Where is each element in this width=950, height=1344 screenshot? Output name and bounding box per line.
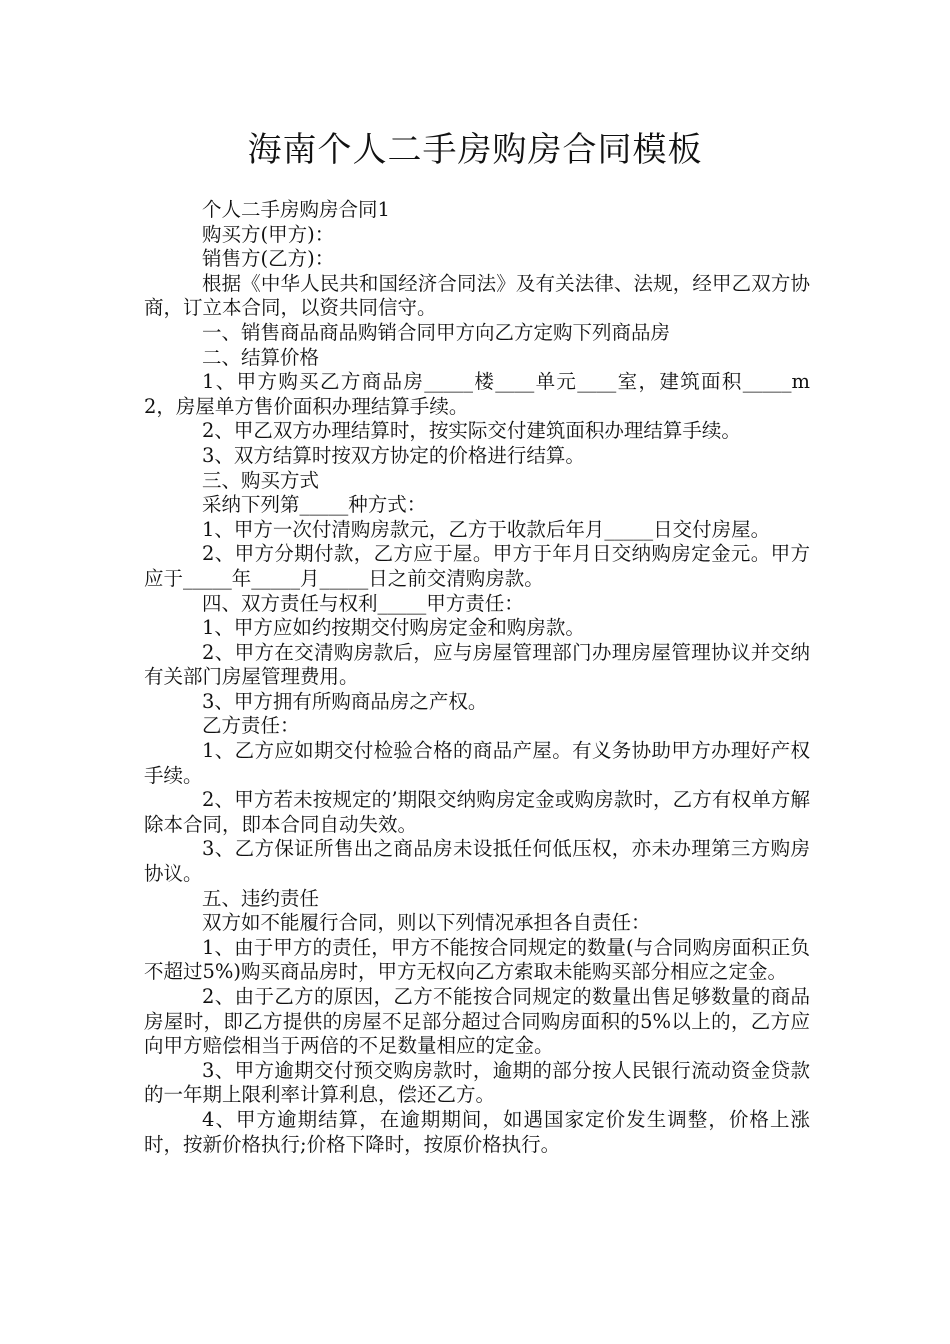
paragraph: 2、甲方若未按规定的’期限交纳购房定金或购房款时，乙方有权单方解除本合同，即本合同自动失效。 <box>144 788 810 836</box>
document-title: 海南个人二手房购房合同模板 <box>247 130 703 170</box>
paragraph: 三、购买方式 <box>202 468 320 492</box>
paragraph: 根据《中华人民共和国经济合同法》及有关法律、法规，经甲乙双方协商，订立本合同，以资共同信守。 <box>144 271 810 320</box>
paragraph: 五、违约责任 <box>202 886 320 910</box>
paragraph: 2、甲乙双方办理结算时，按实际交付建筑面积办理结算手续。 <box>202 419 741 443</box>
paragraph: 4、甲方逾期结算，在逾期期间，如遇国家定价发生调整，价格上涨时，按新价格执行;价格下降时，按原价格执行。 <box>144 1107 810 1156</box>
paragraph: 2、甲方在交清购房款后，应与房屋管理部门办理房屋管理协议并交纳有关部门房屋管理费用。 <box>144 640 810 689</box>
paragraph: 3、甲方逾期交付预交购房款时，逾期的部分按人民银行流动资金贷款的一年期上限利率计算利息，偿还乙方。 <box>144 1058 810 1107</box>
document-body <box>144 198 810 1157</box>
paragraph: 四、双方责任与权利_____甲方责任： <box>202 591 524 615</box>
paragraph: 2、由于乙方的原因，乙方不能按合同规定的数量出售足够数量的商品房屋时，即乙方提供的房屋不足部分超过合同购房面积的5%以上的，乙方应向甲方赔偿相当于两倍的不足数量相应的定金。 <box>144 985 810 1058</box>
paragraph: 销售方(乙方)： <box>202 247 335 271</box>
paragraph: 1、甲方购买乙方商品房_____楼____单元____室，建筑面积_____m2，房屋单方售价面积办理结算手续。 <box>144 370 810 418</box>
paragraph: 1、由于甲方的责任，甲方不能按合同规定的数量(与合同购房面积正负不超过5%)购买商品房时，甲方无权向乙方索取未能购买部分相应之定金。 <box>144 935 810 984</box>
paragraph: 3、甲方拥有所购商品房之产权。 <box>202 689 488 713</box>
paragraph: 3、乙方保证所售出之商品房未设抵任何低压权，亦未办理第三方购房协议。 <box>144 837 810 886</box>
paragraph: 1、甲方应如约按期交付购房定金和购房款。 <box>202 616 585 640</box>
paragraph: 一、销售商品商品购销合同甲方向乙方定购下列商品房 <box>202 320 671 344</box>
paragraph: 二、结算价格 <box>202 345 320 369</box>
paragraph: 1、乙方应如期交付检验合格的商品产屋。有义务协助甲方办理好产权手续。 <box>144 739 810 787</box>
paragraph: 2、甲方分期付款，乙方应于屋。甲方于年月日交纳购房定金元。甲方应于_____年_____月_____日之前交清购房款。 <box>144 542 810 590</box>
paragraph: 乙方责任： <box>202 714 300 738</box>
paragraph: 个人二手房购房合同1 <box>202 198 390 221</box>
paragraph: 采纳下列第_____种方式： <box>202 493 427 517</box>
paragraph: 1、甲方一次付清购房款元，乙方于收款后年月_____日交付房屋。 <box>202 517 771 541</box>
paragraph: 双方如不能履行合同，则以下列情况承担各自责任： <box>202 911 651 935</box>
paragraph: 购买方(甲方)： <box>202 222 335 246</box>
paragraph: 3、双方结算时按双方协定的价格进行结算。 <box>202 443 585 467</box>
